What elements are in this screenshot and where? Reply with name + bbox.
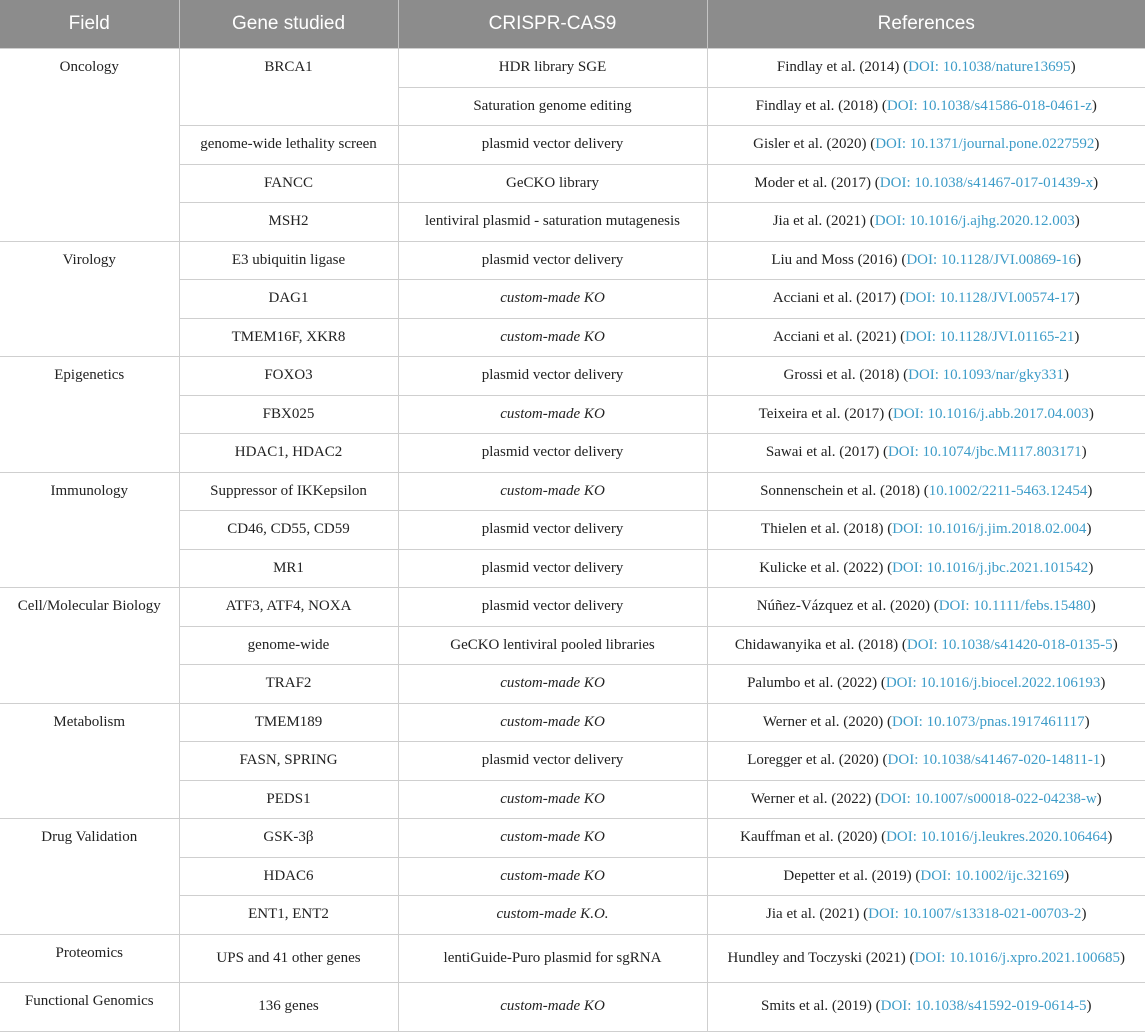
method-cell: custom-made KO — [398, 318, 707, 357]
reference-cell — [707, 434, 1145, 473]
table-row — [0, 472, 1145, 511]
open-paren: ( — [866, 213, 875, 230]
doi-link[interactable]: DOI: 10.1128/JVI.00574-17 — [904, 290, 1075, 307]
reference-author: Teixeira et al. (2017) — [758, 405, 885, 422]
field-cell: Metabolism — [0, 703, 179, 819]
reference-cell — [707, 857, 1145, 896]
open-paren: ( — [898, 636, 907, 653]
open-paren: ( — [911, 867, 921, 884]
reference-cell — [707, 511, 1145, 550]
close-paren: ) — [1074, 213, 1080, 230]
method-cell: custom-made KO — [398, 280, 707, 319]
method-cell: GeCKO library — [398, 164, 707, 203]
reference-author: Núñez-Vázquez et al. (2020) — [756, 598, 930, 615]
method-cell: plasmid vector delivery — [398, 434, 707, 473]
reference-cell — [707, 87, 1145, 126]
method-cell: plasmid vector delivery — [398, 742, 707, 781]
reference-author: Moder et al. (2017) — [754, 174, 872, 191]
gene-cell: ENT1, ENT2 — [179, 896, 398, 935]
open-paren: ( — [896, 328, 906, 345]
method-cell: custom-made KO — [398, 857, 707, 896]
open-paren: ( — [878, 97, 887, 114]
doi-link[interactable]: DOI: 10.1128/JVI.00869-16 — [906, 251, 1077, 268]
reference-cell — [707, 983, 1145, 1032]
gene-cell: TMEM16F, XKR8 — [179, 318, 398, 357]
method-cell: plasmid vector delivery — [398, 126, 707, 165]
field-cell: Virology — [0, 241, 179, 357]
field-cell: Oncology — [0, 49, 179, 242]
gene-cell: TMEM189 — [179, 703, 398, 742]
method-cell: Saturation genome editing — [398, 87, 707, 126]
doi-link[interactable]: DOI: 10.1371/journal.pone.0227592 — [875, 136, 1095, 153]
close-paren: ) — [1088, 405, 1094, 422]
reference-author: Gisler et al. (2020) — [753, 136, 867, 153]
gene-cell: HDAC6 — [179, 857, 398, 896]
doi-link[interactable]: DOI: 10.1038/s41586-018-0461-z — [886, 97, 1092, 114]
reference-author: Jia et al. (2021) — [772, 213, 867, 230]
open-paren: ( — [883, 521, 893, 538]
doi-link[interactable]: DOI: 10.1007/s13318-021-00703-2 — [868, 906, 1082, 923]
gene-cell: BRCA1 — [179, 49, 398, 126]
method-cell: custom-made KO — [398, 472, 707, 511]
gene-cell: MSH2 — [179, 203, 398, 242]
reference-cell — [707, 280, 1145, 319]
method-cell: custom-made KO — [398, 665, 707, 704]
close-paren: ) — [1064, 867, 1070, 884]
close-paren: ) — [1100, 752, 1106, 769]
gene-cell: genome-wide — [179, 626, 398, 665]
reference-cell — [707, 203, 1145, 242]
reference-cell — [707, 49, 1145, 88]
doi-link[interactable]: DOI: 10.1038/nature13695 — [908, 59, 1071, 76]
method-cell: custom-made KO — [398, 703, 707, 742]
close-paren: ) — [1084, 713, 1090, 730]
reference-author: Thielen et al. (2018) — [761, 521, 884, 538]
gene-cell: FANCC — [179, 164, 398, 203]
open-paren: ( — [877, 675, 886, 692]
close-paren: ) — [1074, 328, 1080, 345]
open-paren: ( — [883, 713, 892, 730]
field-cell: Drug Validation — [0, 819, 179, 935]
table-row — [0, 241, 1145, 280]
close-paren: ) — [1081, 906, 1087, 923]
doi-link[interactable]: DOI: 10.1016/j.jim.2018.02.004 — [892, 521, 1087, 538]
open-paren: ( — [878, 752, 888, 769]
gene-cell: DAG1 — [179, 280, 398, 319]
table-row — [0, 934, 1145, 983]
close-paren: ) — [1076, 251, 1082, 268]
table-row — [0, 357, 1145, 396]
close-paren: ) — [1086, 521, 1092, 538]
reference-author: Palumbo et al. (2022) — [747, 675, 878, 692]
open-paren: ( — [871, 174, 880, 191]
header-field: Field — [0, 0, 179, 49]
close-paren: ) — [1112, 636, 1118, 653]
reference-cell — [707, 703, 1145, 742]
open-paren: ( — [877, 829, 887, 846]
doi-link[interactable]: DOI: 10.1016/j.xpro.2021.100685 — [914, 949, 1120, 966]
method-cell: lentiGuide-Puro plasmid for sgRNA — [398, 934, 707, 983]
reference-author: Findlay et al. (2018) — [755, 97, 879, 114]
open-paren: ( — [899, 59, 909, 76]
close-paren: ) — [1094, 136, 1100, 153]
open-paren: ( — [866, 136, 876, 153]
field-cell: Proteomics — [0, 934, 179, 983]
doi-link[interactable]: DOI: 10.1093/nar/gky331 — [908, 367, 1064, 384]
reference-cell — [707, 819, 1145, 858]
table-row — [0, 983, 1145, 1032]
doi-link[interactable]: DOI: 10.1016/j.biocel.2022.106193 — [885, 675, 1101, 692]
method-cell: plasmid vector delivery — [398, 511, 707, 550]
close-paren: ) — [1086, 998, 1092, 1015]
gene-cell: MR1 — [179, 549, 398, 588]
gene-cell: 136 genes — [179, 983, 398, 1032]
doi-link[interactable]: DOI: 10.1007/s00018-022-04238-w — [880, 790, 1097, 807]
gene-cell: FOXO3 — [179, 357, 398, 396]
open-paren: ( — [896, 290, 905, 307]
field-cell: Epigenetics — [0, 357, 179, 473]
open-paren: ( — [929, 598, 939, 615]
doi-link[interactable]: DOI: 10.1111/febs.15480 — [938, 598, 1091, 615]
reference-author: Acciani et al. (2021) — [773, 328, 897, 345]
doi-link[interactable]: DOI: 10.1038/s41467-020-14811-1 — [887, 752, 1101, 769]
close-paren: ) — [1107, 829, 1113, 846]
gene-cell: ATF3, ATF4, NOXA — [179, 588, 398, 627]
gene-cell: genome-wide lethality screen — [179, 126, 398, 165]
reference-author: Acciani et al. (2017) — [772, 290, 897, 307]
doi-link[interactable]: 10.1002/2211-5463.12454 — [928, 482, 1088, 499]
gene-cell: PEDS1 — [179, 780, 398, 819]
reference-author: Loregger et al. (2020) — [747, 752, 879, 769]
close-paren: ) — [1100, 675, 1106, 692]
close-paren: ) — [1088, 559, 1094, 576]
method-cell: plasmid vector delivery — [398, 357, 707, 396]
header-row — [0, 0, 1145, 49]
method-cell: lentiviral plasmid - saturation mutagenesis — [398, 203, 707, 242]
gene-cell: FBX025 — [179, 395, 398, 434]
reference-cell — [707, 395, 1145, 434]
reference-author: Grossi et al. (2018) — [783, 367, 900, 384]
close-paren: ) — [1090, 598, 1096, 615]
reference-author: Kauffman et al. (2020) — [740, 829, 878, 846]
method-cell: plasmid vector delivery — [398, 241, 707, 280]
reference-author: Sawai et al. (2017) — [765, 444, 880, 461]
reference-author: Depetter et al. (2019) — [783, 867, 912, 884]
header-references: References — [707, 0, 1145, 49]
doi-link[interactable]: DOI: 10.1002/ijc.32169 — [920, 867, 1065, 884]
open-paren: ( — [871, 998, 881, 1015]
method-cell: GeCKO lentiviral pooled libraries — [398, 626, 707, 665]
header-gene: Gene studied — [179, 0, 398, 49]
doi-link[interactable]: DOI: 10.1016/j.leukres.2020.106464 — [886, 829, 1108, 846]
reference-cell — [707, 626, 1145, 665]
reference-author: Smits et al. (2019) — [761, 998, 872, 1015]
field-cell: Functional Genomics — [0, 983, 179, 1032]
doi-link[interactable]: DOI: 10.1016/j.ajhg.2020.12.003 — [874, 213, 1075, 230]
reference-cell — [707, 934, 1145, 983]
open-paren: ( — [883, 559, 893, 576]
gene-cell: CD46, CD55, CD59 — [179, 511, 398, 550]
method-cell: custom-made KO — [398, 780, 707, 819]
open-paren: ( — [879, 444, 888, 461]
table-row — [0, 49, 1145, 88]
reference-cell — [707, 549, 1145, 588]
method-cell: plasmid vector delivery — [398, 549, 707, 588]
doi-link[interactable]: DOI: 10.1128/JVI.01165-21 — [905, 328, 1075, 345]
doi-link[interactable]: DOI: 10.1016/j.abb.2017.04.003 — [892, 405, 1089, 422]
open-paren: ( — [905, 949, 915, 966]
close-paren: ) — [1087, 482, 1093, 499]
method-cell: custom-made KO — [398, 819, 707, 858]
header-crispr: CRISPR-CAS9 — [398, 0, 707, 49]
reference-cell — [707, 896, 1145, 935]
method-cell: custom-made KO — [398, 983, 707, 1032]
method-cell: custom-made K.O. — [398, 896, 707, 935]
gene-cell: E3 ubiquitin ligase — [179, 241, 398, 280]
reference-author: Hundley and Toczyski (2021) — [727, 949, 906, 966]
doi-link[interactable]: DOI: 10.1038/s41592-019-0614-5 — [880, 998, 1087, 1015]
reference-cell — [707, 241, 1145, 280]
close-paren: ) — [1081, 444, 1087, 461]
close-paren: ) — [1074, 290, 1080, 307]
doi-link[interactable]: DOI: 10.1016/j.jbc.2021.101542 — [892, 559, 1089, 576]
doi-link[interactable]: DOI: 10.1073/pnas.1917461117 — [892, 713, 1085, 730]
method-cell: HDR library SGE — [398, 49, 707, 88]
reference-cell — [707, 472, 1145, 511]
gene-cell: Suppressor of IKKepsilon — [179, 472, 398, 511]
method-cell: custom-made KO — [398, 395, 707, 434]
doi-link[interactable]: DOI: 10.1038/s41467-017-01439-x — [879, 174, 1094, 191]
reference-cell — [707, 780, 1145, 819]
reference-author: Liu and Moss (2016) — [771, 251, 898, 268]
gene-cell: UPS and 41 other genes — [179, 934, 398, 983]
close-paren: ) — [1063, 367, 1069, 384]
reference-cell — [707, 318, 1145, 357]
close-paren: ) — [1119, 949, 1125, 966]
reference-author: Kulicke et al. (2022) — [759, 559, 884, 576]
open-paren: ( — [884, 405, 893, 422]
reference-author: Findlay et al. (2014) — [776, 59, 900, 76]
reference-cell — [707, 126, 1145, 165]
reference-author: Sonnenschein et al. (2018) — [760, 482, 921, 499]
gene-cell: TRAF2 — [179, 665, 398, 704]
close-paren: ) — [1070, 59, 1076, 76]
table-row — [0, 588, 1145, 627]
reference-cell — [707, 164, 1145, 203]
reference-author: Werner et al. (2022) — [750, 790, 872, 807]
field-cell: Cell/Molecular Biology — [0, 588, 179, 704]
reference-author: Chidawanyika et al. (2018) — [734, 636, 899, 653]
close-paren: ) — [1096, 790, 1102, 807]
field-cell: Immunology — [0, 472, 179, 588]
open-paren: ( — [899, 367, 909, 384]
table-row — [0, 703, 1145, 742]
reference-cell — [707, 588, 1145, 627]
open-paren: ( — [859, 906, 869, 923]
open-paren: ( — [871, 790, 880, 807]
method-cell: plasmid vector delivery — [398, 588, 707, 627]
close-paren: ) — [1091, 97, 1097, 114]
doi-link[interactable]: DOI: 10.1074/jbc.M117.803171 — [887, 444, 1082, 461]
reference-author: Werner et al. (2020) — [762, 713, 884, 730]
gene-cell: GSK-3β — [179, 819, 398, 858]
table-body — [0, 49, 1145, 1032]
gene-cell: HDAC1, HDAC2 — [179, 434, 398, 473]
reference-author: Jia et al. (2021) — [766, 906, 860, 923]
open-paren: ( — [897, 251, 907, 268]
reference-cell — [707, 665, 1145, 704]
reference-cell — [707, 742, 1145, 781]
open-paren: ( — [920, 482, 929, 499]
gene-cell: FASN, SPRING — [179, 742, 398, 781]
close-paren: ) — [1093, 174, 1099, 191]
doi-link[interactable]: DOI: 10.1038/s41420-018-0135-5 — [906, 636, 1113, 653]
table-row — [0, 819, 1145, 858]
reference-cell — [707, 357, 1145, 396]
